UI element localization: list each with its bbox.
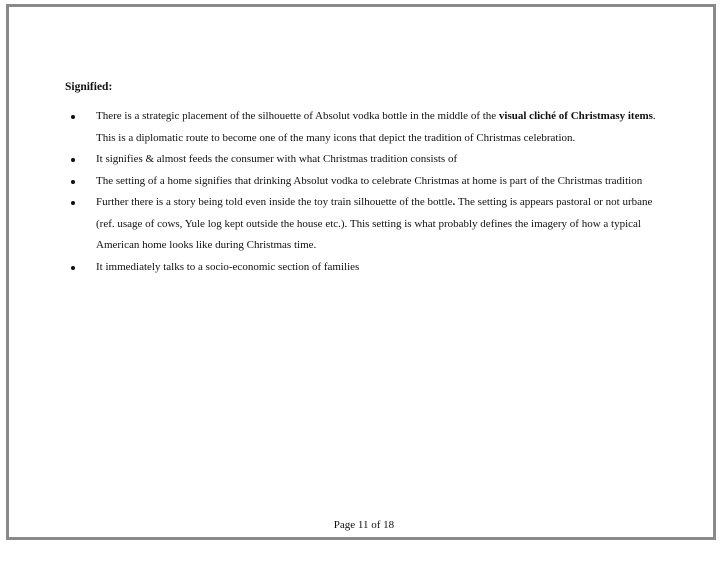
text-run: This is a diplomatic route to become one of the many icons that depict the tradition of Christmas celebration. [96, 131, 576, 144]
list-item [65, 149, 685, 171]
list-item [65, 192, 685, 257]
list-item [65, 171, 685, 193]
text-run: There is a strategic placement of the silhouette of Absolut vodka bottle in the middle of the [96, 110, 499, 122]
bullet-icon [71, 115, 75, 119]
text-line [96, 128, 685, 150]
text-run: The setting is appears pastoral or not urbane [455, 196, 653, 208]
text-run: American home looks like during Christmas time. [96, 239, 317, 251]
text-line [96, 106, 685, 128]
bullet-icon [71, 266, 75, 270]
text-line [96, 257, 685, 279]
text-line [96, 171, 685, 193]
text-run: . [652, 110, 656, 122]
bullet-icon [71, 201, 75, 205]
text-line [96, 235, 685, 257]
section-heading: Signified: [65, 81, 113, 93]
list-item [65, 106, 685, 149]
text-line [96, 149, 685, 171]
page-number: Page 11 of 18 [333, 519, 395, 531]
text-run: The setting of a home signifies that drinking Absolut vodka to celebrate Christmas at home is part of the Christmas tradition [96, 174, 643, 187]
bullet-icon [71, 180, 75, 184]
text-line [96, 192, 685, 214]
text-run: It immediately talks to a socio-economic section of families [96, 260, 360, 273]
text-run: (ref. usage of cows, Yule log kept outside the house etc.). This setting is what probably defines the imagery of how a typical [96, 217, 641, 230]
bold-text-run: . [452, 196, 456, 208]
text-run: Further there is a story being told even inside the toy train silhouette of the bottle [96, 196, 453, 208]
text-run: It signifies & almost feeds the consumer with what Christmas tradition consists of [96, 153, 458, 165]
list-item [65, 257, 685, 279]
bullet-list [65, 106, 685, 278]
bold-text-run: visual cliché of Christmasy items [498, 110, 653, 122]
document-body [65, 80, 685, 278]
text-line [96, 214, 685, 236]
bullet-icon [71, 158, 75, 162]
